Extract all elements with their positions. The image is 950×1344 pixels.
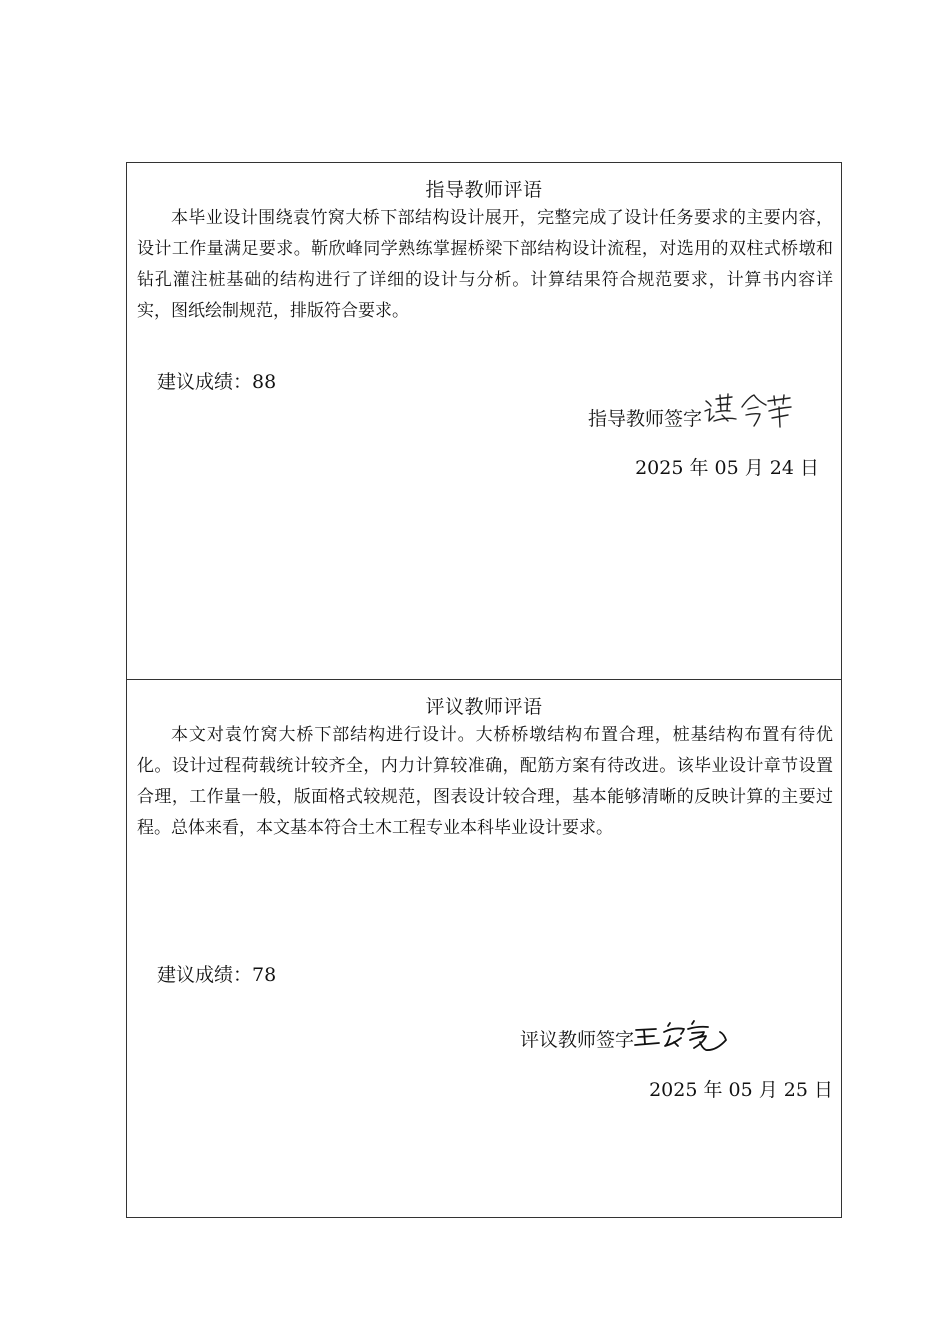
reviewer-section — [127, 680, 841, 1217]
reviewer-grade-value: 78 — [252, 964, 277, 986]
advisor-signature — [702, 391, 802, 433]
advisor-section — [127, 163, 841, 680]
advisor-grade-label: 建议成绩： — [157, 371, 253, 393]
reviewer-sign-label: 评议教师签字 — [520, 1029, 635, 1051]
advisor-grade-value: 88 — [252, 371, 277, 393]
advisor-comment: 本毕业设计围绕袁竹窝大桥下部结构设计展开，完整完成了设计任务要求的主要内容，设计工作量满足要求。靳欣峰同学熟练掌握桥梁下部结构设计流程，对选用的双柱式桥墩和钻孔灌注桩基础的结构进行了详细的设计与分析。计算结果符合规范要求，计算书内容详实，图纸绘制规范，排版符合要求。 — [137, 208, 833, 321]
reviewer-signature — [634, 1018, 734, 1054]
advisor-title: 指导教师评语 — [425, 179, 543, 201]
advisor-date: 2025 年 05 月 24 日 — [635, 457, 819, 479]
reviewer-title: 评议教师评语 — [425, 696, 543, 718]
advisor-sign-label: 指导教师签字 — [588, 408, 703, 430]
reviewer-sign-row — [520, 1018, 734, 1054]
reviewer-grade — [157, 960, 276, 987]
advisor-grade — [157, 367, 276, 394]
evaluation-form — [126, 162, 842, 1218]
reviewer-grade-label: 建议成绩： — [157, 964, 253, 986]
reviewer-comment: 本文对袁竹窝大桥下部结构进行设计。大桥桥墩结构布置合理，桩基结构布置有待优化。设计过程荷载统计较齐全，内力计算较准确，配筋方案有待改进。该毕业设计章节设置合理，工作量一般，版面格式较规范，图表设计较合理，基本能够清晰的反映计算的主要过程。总体来看，本文基本符合土木工程专业本科毕业设计要求。 — [137, 725, 833, 838]
advisor-sign-row — [588, 391, 802, 433]
reviewer-date: 2025 年 05 月 25 日 — [649, 1079, 833, 1101]
